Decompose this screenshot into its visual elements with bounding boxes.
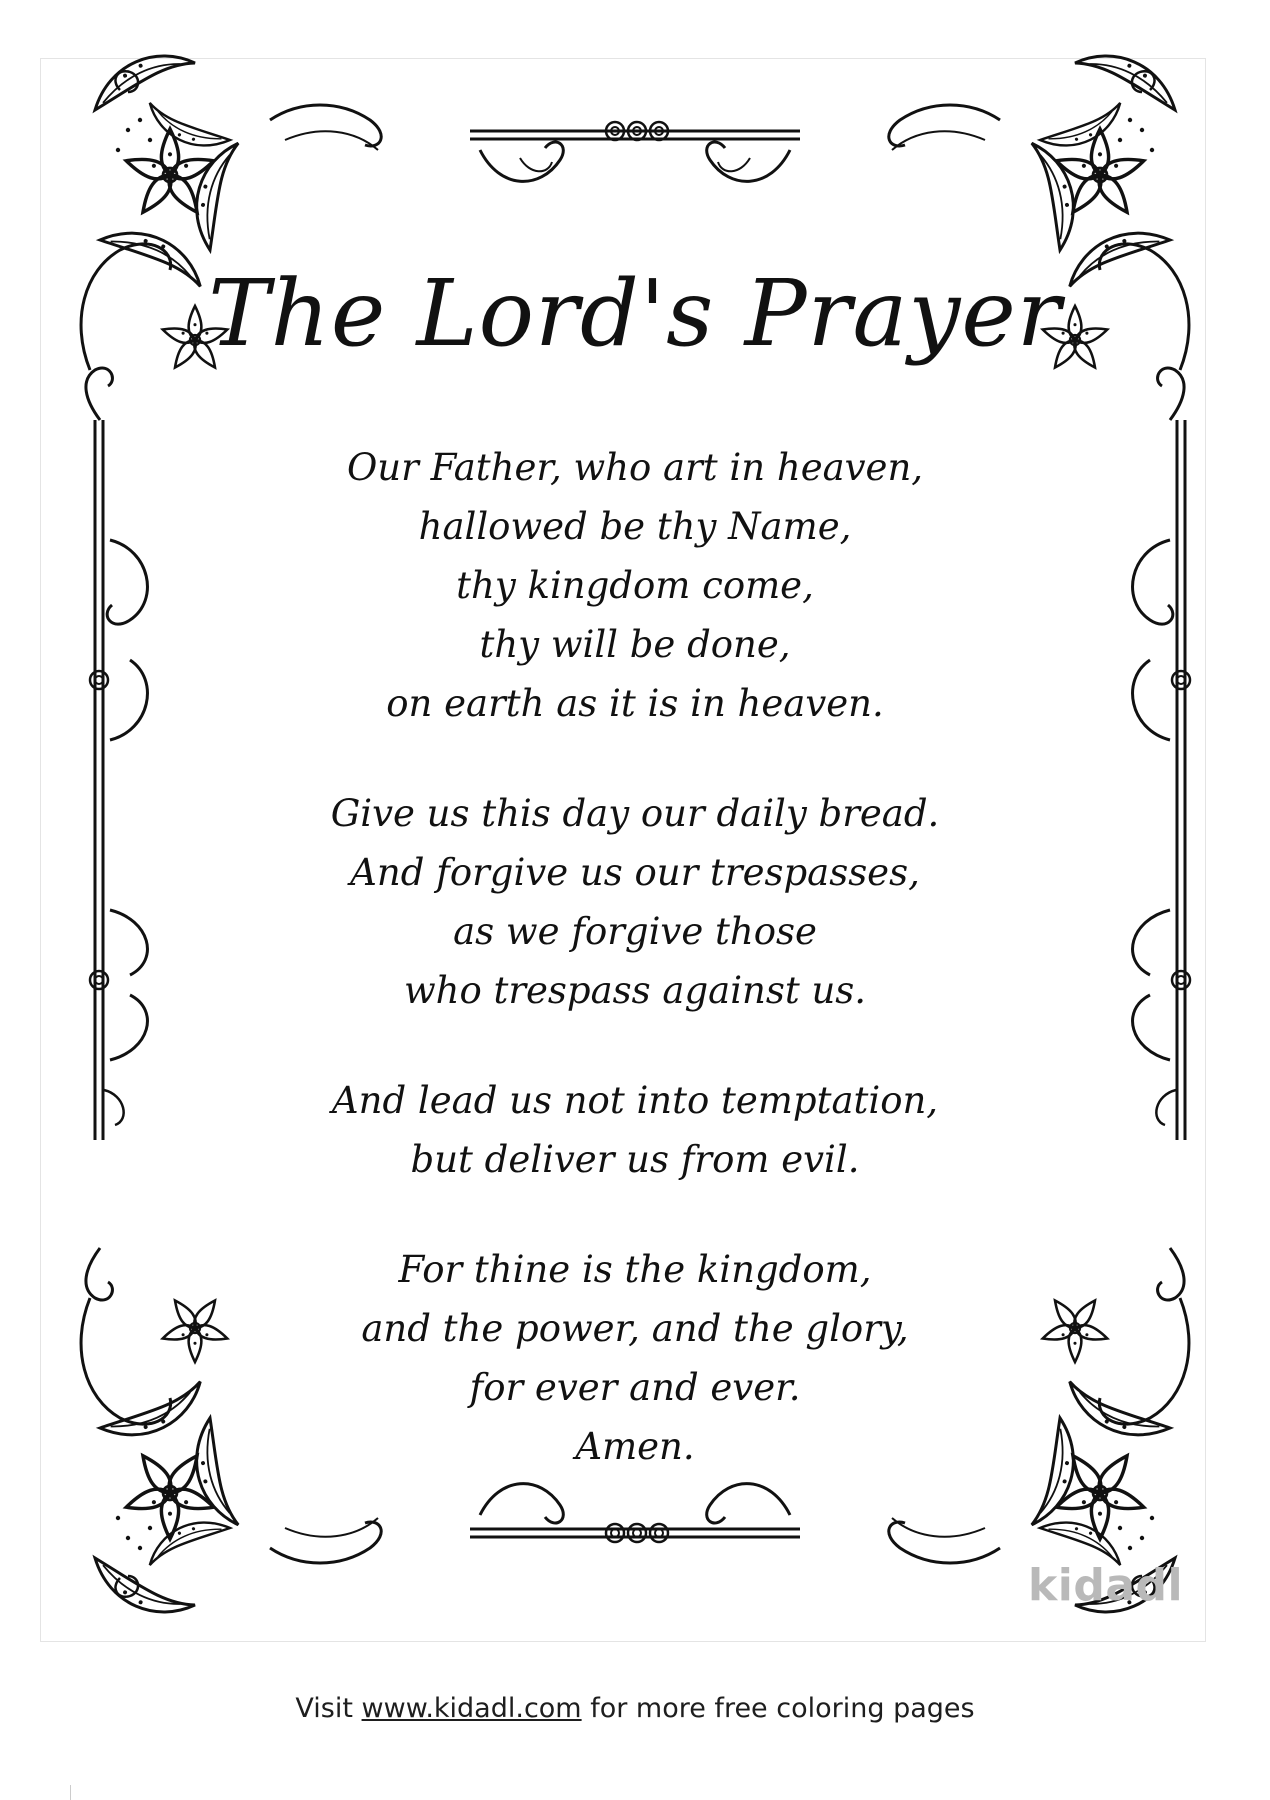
prayer-stanza bbox=[0, 1071, 1270, 1189]
prayer-line: Our Father, who art in heaven, bbox=[346, 446, 924, 489]
footer-caption bbox=[0, 1693, 1270, 1724]
prayer-title: The Lord's Prayer bbox=[208, 260, 1062, 367]
kidadl-watermark-logo: kidadl bbox=[1028, 1560, 1184, 1611]
prayer-stanza bbox=[0, 784, 1270, 1020]
prayer-line: on earth as it is in heaven. bbox=[386, 682, 884, 725]
prayer-line: who trespass against us. bbox=[403, 969, 867, 1012]
prayer-line: and the power, and the glory, bbox=[361, 1307, 909, 1350]
prayer-stanza bbox=[0, 1240, 1270, 1476]
prayer-line: thy will be done, bbox=[479, 623, 791, 666]
footer-suffix: for more free coloring pages bbox=[590, 1693, 975, 1724]
prayer-line: And forgive us our trespasses, bbox=[350, 851, 920, 894]
prayer-line: hallowed be thy Name, bbox=[418, 505, 852, 548]
prayer-line: For thine is the kingdom, bbox=[398, 1248, 872, 1291]
prayer-stanza bbox=[0, 438, 1270, 733]
prayer-line: Give us this day our daily bread. bbox=[330, 792, 940, 835]
prayer-line: but deliver us from evil. bbox=[410, 1138, 860, 1181]
prayer-line: Amen. bbox=[575, 1425, 695, 1468]
prayer-line: thy kingdom come, bbox=[456, 564, 814, 607]
page-edge-marker bbox=[70, 1785, 71, 1800]
prayer-line: And lead us not into temptation, bbox=[331, 1079, 939, 1122]
footer-prefix: Visit bbox=[295, 1693, 353, 1724]
kidadl-website-link[interactable]: www.kidadl.com bbox=[361, 1693, 582, 1724]
prayer-text bbox=[0, 438, 1270, 1527]
prayer-line: as we forgive those bbox=[453, 910, 817, 953]
prayer-line: for ever and ever. bbox=[469, 1366, 801, 1409]
